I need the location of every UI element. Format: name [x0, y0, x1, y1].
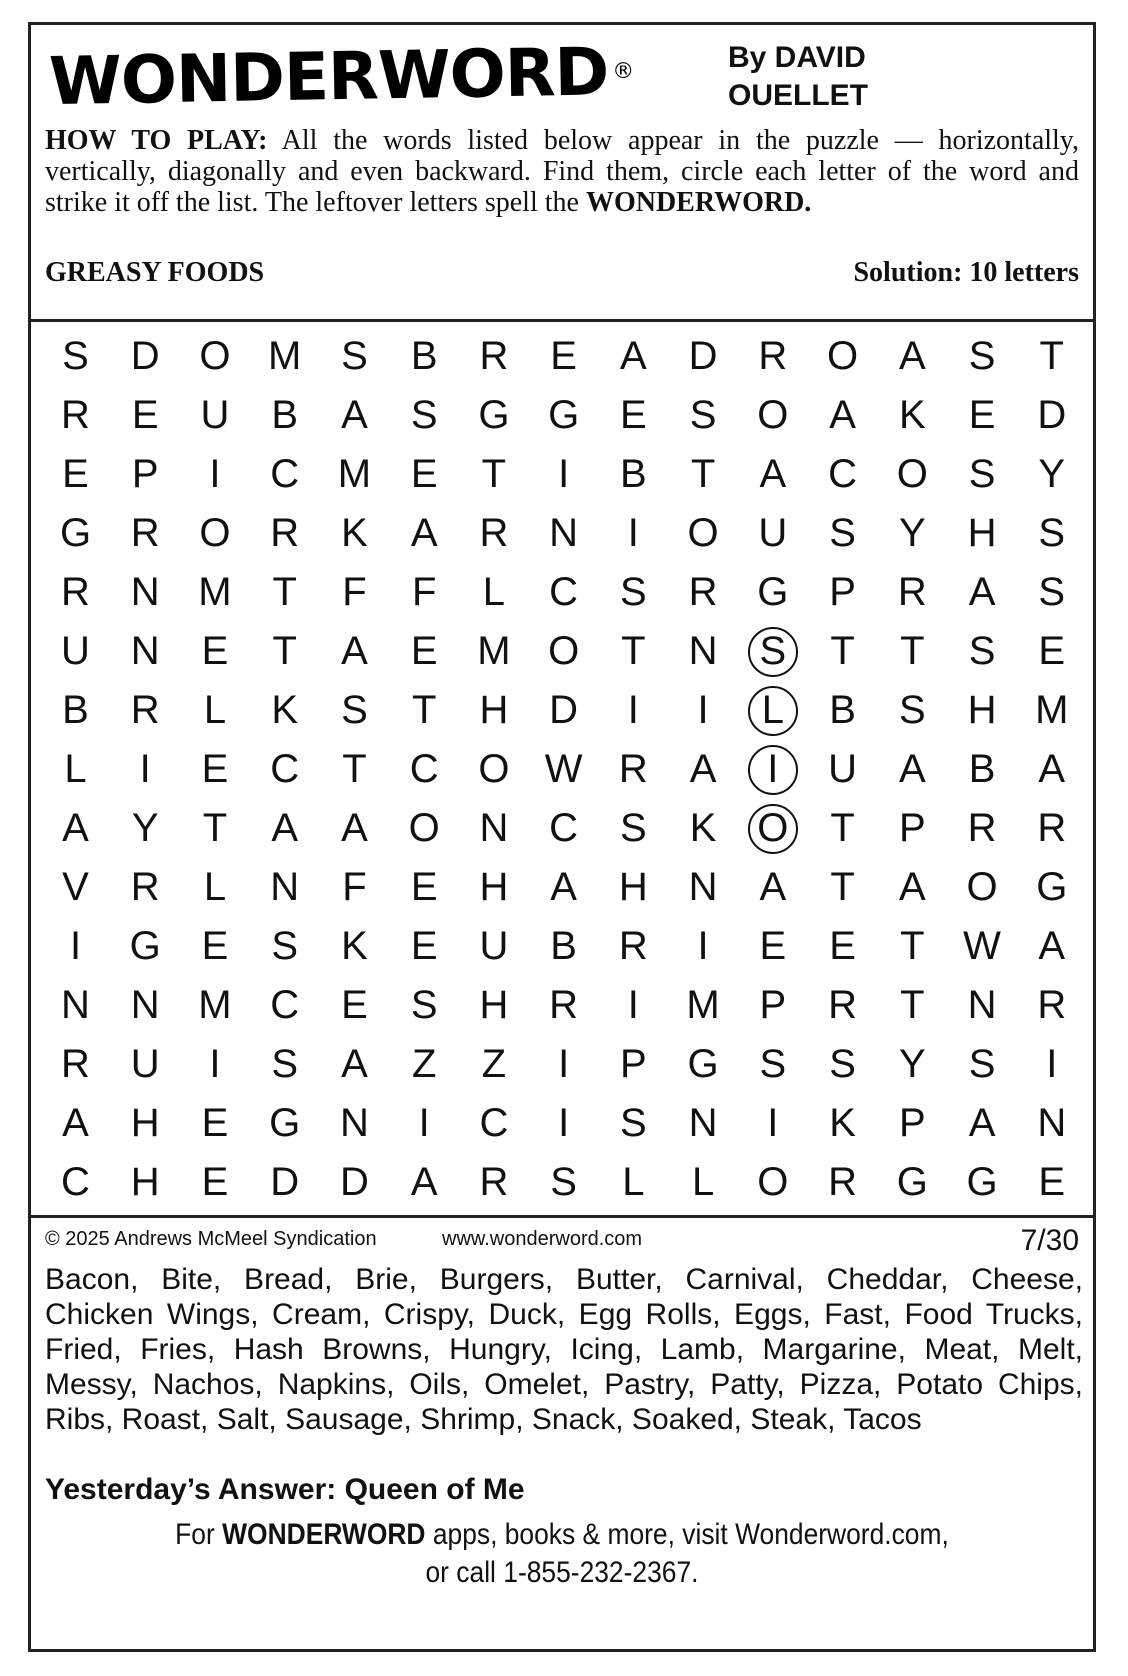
grid-letter[interactable]: H	[479, 865, 509, 909]
grid-letter[interactable]: G	[129, 924, 161, 968]
promo	[95, 1516, 1030, 1592]
grid-letter[interactable]: L	[203, 688, 227, 732]
grid-letter[interactable]: T	[830, 865, 855, 909]
grid-letter[interactable]: D	[549, 688, 579, 732]
grid-letter[interactable]: D	[130, 334, 160, 378]
grid-letter[interactable]: U	[200, 393, 230, 437]
grid-letter[interactable]: E	[410, 865, 438, 909]
grid-letter[interactable]: I	[738, 740, 807, 799]
grid-letter[interactable]: I	[697, 924, 709, 968]
grid-letter[interactable]: T	[1039, 334, 1064, 378]
grid-letter[interactable]: I	[767, 1101, 779, 1145]
grid-letter[interactable]: D	[339, 1160, 369, 1204]
grid-letter[interactable]: S	[620, 1101, 647, 1145]
grid-letter[interactable]: N	[270, 865, 300, 909]
puzzle-footer	[31, 1215, 1093, 1655]
copyright: © 2025 Andrews McMeel Syndication	[45, 1228, 377, 1250]
grid-letter[interactable]: R	[61, 570, 90, 614]
grid-letter[interactable]: G	[269, 1101, 301, 1145]
promo-brand: WONDERWORD	[222, 1518, 426, 1551]
grid-letter[interactable]: N	[967, 983, 997, 1027]
grid-letter[interactable]: N	[339, 1101, 369, 1145]
grid-letter[interactable]: C	[61, 1160, 90, 1204]
grid-letter[interactable]: I	[1046, 1042, 1058, 1086]
grid-letter[interactable]: I	[558, 1042, 570, 1086]
grid-letter[interactable]: O	[757, 393, 789, 437]
grid-letter[interactable]: N	[130, 983, 160, 1027]
grid-letter[interactable]: T	[202, 806, 228, 850]
grid-letter[interactable]: N	[479, 806, 509, 850]
grid-letter[interactable]: G	[966, 1160, 998, 1204]
grid-letter[interactable]: I	[139, 747, 151, 791]
grid-letter[interactable]: L	[738, 681, 807, 740]
grid-letter[interactable]: E	[759, 924, 787, 968]
grid-letter[interactable]: H	[618, 865, 648, 909]
grid-letter[interactable]: A	[829, 393, 856, 437]
grid-letter[interactable]: T	[900, 983, 925, 1027]
grid-letter[interactable]: B	[410, 334, 438, 378]
grid-letter[interactable]: K	[689, 806, 717, 850]
grid-letter[interactable]: M	[268, 334, 302, 378]
grid-letter[interactable]: P	[898, 806, 926, 850]
grid-letter[interactable]: U	[130, 1042, 160, 1086]
grid-letter[interactable]: H	[479, 688, 509, 732]
grid-letter[interactable]: E	[1038, 1160, 1066, 1204]
grid-letter[interactable]: T	[900, 629, 925, 673]
solution-length: Solution: 10 letters	[853, 257, 1079, 288]
grid-letter[interactable]: M	[337, 452, 372, 496]
grid-letter[interactable]: S	[759, 1042, 787, 1086]
grid-letter[interactable]: B	[620, 452, 647, 496]
grid-letter[interactable]: I	[558, 452, 570, 496]
grid-letter[interactable]: M	[198, 570, 232, 614]
grid-letter[interactable]: S	[968, 334, 996, 378]
byline-line-2: OUELLET	[728, 79, 868, 112]
grid-letter[interactable]: I	[69, 924, 82, 968]
grid-letter[interactable]: L	[691, 1160, 715, 1204]
grid-letter[interactable]: N	[130, 570, 160, 614]
grid-letter[interactable]: P	[131, 452, 159, 496]
grid-letter[interactable]: I	[209, 452, 221, 496]
grid-letter[interactable]: N	[1037, 1101, 1067, 1145]
grid-letter[interactable]: G	[687, 1042, 719, 1086]
grid-letter[interactable]: A	[271, 806, 299, 850]
grid-letter[interactable]: G	[757, 570, 789, 614]
grid-letter[interactable]: O	[408, 806, 440, 850]
grid-letter[interactable]: S	[620, 806, 647, 850]
grid-letter[interactable]: D	[1037, 393, 1067, 437]
grid-letter[interactable]: M	[198, 983, 232, 1027]
grid-letter[interactable]: R	[549, 983, 579, 1027]
grid-letter[interactable]: B	[829, 688, 856, 732]
byline	[728, 39, 1028, 115]
grid-letter[interactable]: T	[621, 629, 646, 673]
grid-letter[interactable]: S	[620, 570, 647, 614]
grid-letter[interactable]: K	[341, 511, 368, 555]
grid-letter[interactable]: K	[271, 688, 299, 732]
grid-letter[interactable]: T	[272, 629, 297, 673]
yesterdays-answer: Yesterday’s Answer: Queen of Me	[45, 1473, 525, 1506]
grid-letter[interactable]: H	[967, 511, 997, 555]
grid-letter[interactable]: W	[963, 924, 1001, 968]
grid-letter[interactable]: A	[62, 806, 89, 850]
grid-letter[interactable]: A	[410, 511, 438, 555]
grid-letter[interactable]: A	[341, 1042, 368, 1086]
grid-letter[interactable]: R	[828, 1160, 857, 1204]
grid-letter[interactable]: S	[689, 393, 717, 437]
grid-letter[interactable]: M	[1035, 688, 1069, 732]
grid-letter[interactable]: G	[59, 511, 92, 555]
grid-letter[interactable]: A	[898, 334, 926, 378]
grid-letter[interactable]: S	[1038, 511, 1066, 555]
grid-letter[interactable]: R	[61, 1042, 90, 1086]
grid-letter[interactable]: M	[477, 629, 511, 673]
byline-line-1: By DAVID	[728, 41, 866, 74]
grid-letter[interactable]: S	[738, 622, 807, 681]
puzzle-date: 7/30	[1020, 1224, 1079, 1257]
grid-letter[interactable]: H	[479, 983, 509, 1027]
puzzle-frame	[28, 22, 1096, 1652]
grid-letter[interactable]: O	[757, 1160, 789, 1204]
grid-letter[interactable]: T	[830, 806, 855, 850]
grid-letter[interactable]: K	[898, 393, 926, 437]
grid-letter[interactable]: Y	[1038, 452, 1066, 496]
grid-letter[interactable]: D	[270, 1160, 300, 1204]
grid-letter[interactable]: N	[130, 629, 160, 673]
grid-letter[interactable]: S	[271, 1042, 299, 1086]
letter-grid[interactable]	[41, 327, 1087, 1212]
grid-letter[interactable]: H	[130, 1101, 160, 1145]
grid-letter[interactable]: W	[544, 747, 583, 791]
grid-letter[interactable]: A	[689, 747, 717, 791]
grid-letter[interactable]: R	[758, 334, 788, 378]
grid-letter[interactable]: R	[130, 688, 160, 732]
grid-letter[interactable]: A	[341, 629, 368, 673]
grid-letter[interactable]: G	[896, 1160, 928, 1204]
grid-letter[interactable]: S	[968, 629, 996, 673]
wonderword-logo	[48, 26, 634, 128]
grid-letter[interactable]: R	[270, 511, 300, 555]
grid-letter[interactable]: U	[479, 924, 509, 968]
grid-letter[interactable]: T	[900, 924, 925, 968]
how-to-play-label: HOW TO PLAY:	[45, 125, 268, 156]
grid-letter[interactable]: R	[618, 747, 648, 791]
grid-letter[interactable]: Y	[898, 1042, 926, 1086]
grid-letter[interactable]: R	[479, 511, 509, 555]
grid-letter[interactable]: Z	[411, 1042, 437, 1086]
grid-letter[interactable]: E	[201, 629, 229, 673]
grid-letter[interactable]: T	[411, 688, 437, 732]
grid-letter[interactable]: F	[342, 570, 367, 614]
grid-letter[interactable]: P	[829, 570, 856, 614]
grid-letter[interactable]: O	[478, 747, 510, 791]
grid-letter[interactable]: T	[272, 570, 297, 614]
grid-letter[interactable]: A	[341, 393, 368, 437]
grid-letter[interactable]: N	[688, 865, 718, 909]
grid-letter[interactable]: C	[409, 747, 439, 791]
grid-letter[interactable]: A	[341, 806, 368, 850]
grid-letter[interactable]: R	[618, 924, 648, 968]
promo-post: apps, books & more, visit Wonderword.com,	[425, 1518, 949, 1551]
registered-mark: ®	[612, 58, 634, 85]
grid-letter[interactable]: E	[410, 629, 438, 673]
grid-letter[interactable]: N	[688, 1101, 718, 1145]
grid-letter[interactable]: B	[62, 688, 89, 732]
grid-letter[interactable]: H	[967, 688, 997, 732]
word-list: Bacon, Bite, Bread, Brie, Burgers, Butter, Carnival, Cheddar, Cheese, Chicken Wings, Cream, Crispy, Duck, Egg Rolls, Eggs, Fast, Food Trucks, Fried, Fries, Hash Browns, Hungry, Icing, Lamb, Margarine, Meat, Melt, Messy, Nachos, Napkins, Oils, Omelet, Pastry, Patty, Pizza, Potato Chips, Ribs, Roast, Salt, Sausage, Shrimp, Snack, Soaked, Steak, Tacos	[45, 1263, 1083, 1436]
grid-letter[interactable]: O	[966, 865, 998, 909]
grid-letter[interactable]: O	[827, 334, 859, 378]
logo-text: WONDERWORD	[48, 33, 609, 121]
grid-letter[interactable]: S	[410, 393, 438, 437]
grid-letter[interactable]: S	[1038, 570, 1066, 614]
grid-letter[interactable]: B	[271, 393, 299, 437]
grid-letter[interactable]: R	[967, 806, 997, 850]
grid-letter[interactable]: L	[482, 570, 506, 614]
grid-letter[interactable]: E	[1038, 629, 1066, 673]
grid-letter[interactable]: R	[130, 511, 160, 555]
grid-letter[interactable]: P	[759, 983, 787, 1027]
grid-letter[interactable]: M	[686, 983, 720, 1027]
grid-letter[interactable]: R	[897, 570, 927, 614]
grid-letter[interactable]: A	[968, 570, 996, 614]
grid-letter[interactable]: O	[738, 799, 807, 858]
grid-letter[interactable]: C	[549, 806, 579, 850]
grid-letter[interactable]: I	[697, 688, 709, 732]
grid-letter[interactable]: D	[688, 334, 718, 378]
grid-letter[interactable]: P	[620, 1042, 647, 1086]
grid-letter[interactable]: A	[968, 1101, 996, 1145]
grid-letter[interactable]: I	[627, 511, 639, 555]
how-to-play-text: All the words listed below appear in the puzzle — horizontally, vertically, diagonally and even backward. Find them, circle each letter of the word and strike it off the list. The leftover letters spell the	[45, 125, 1079, 218]
grid-letter[interactable]: F	[342, 865, 367, 909]
grid-letter[interactable]: E	[201, 1101, 229, 1145]
grid-letter[interactable]: B	[968, 747, 996, 791]
grid-letter[interactable]: L	[203, 865, 227, 909]
grid-letter[interactable]: C	[828, 452, 857, 496]
puzzle-header	[31, 25, 1093, 322]
grid-letter[interactable]: R	[130, 865, 160, 909]
grid-letter[interactable]: Z	[481, 1042, 507, 1086]
grid-letter[interactable]: R	[479, 334, 509, 378]
grid-letter[interactable]: E	[620, 393, 647, 437]
grid-letter[interactable]: I	[418, 1101, 430, 1145]
how-to-play	[45, 125, 1079, 218]
promo-line-2: or call 1-855-232-2367.	[425, 1556, 699, 1589]
grid-letter[interactable]: E	[62, 452, 89, 496]
grid-letter[interactable]: C	[270, 747, 300, 791]
how-to-play-end: WONDERWORD.	[585, 187, 812, 218]
grid-letter[interactable]: T	[830, 629, 855, 673]
grid-letter[interactable]: G	[548, 393, 580, 437]
grid-letter[interactable]: U	[758, 511, 788, 555]
grid-letter[interactable]: I	[627, 983, 639, 1027]
grid-letter[interactable]: K	[829, 1101, 856, 1145]
promo-line-1	[95, 1516, 1030, 1554]
grid-letter[interactable]: T	[342, 747, 367, 791]
grid-letter[interactable]: C	[270, 452, 300, 496]
grid-letter[interactable]: O	[687, 511, 719, 555]
grid-letter[interactable]: U	[61, 629, 90, 673]
grid-letter[interactable]: A	[1038, 747, 1066, 791]
grid-letter[interactable]: V	[62, 865, 89, 909]
grid-letter[interactable]: E	[968, 393, 996, 437]
grid-letter[interactable]: A	[759, 865, 787, 909]
grid-letter[interactable]: Y	[131, 806, 159, 850]
grid-letter[interactable]: E	[410, 452, 438, 496]
grid-letter[interactable]: B	[550, 924, 577, 968]
grid-letter[interactable]: O	[548, 629, 580, 673]
grid-letter[interactable]: A	[410, 1160, 438, 1204]
grid-letter[interactable]: S	[550, 1160, 577, 1204]
grid-letter[interactable]: S	[968, 452, 996, 496]
grid-letter[interactable]: R	[1037, 983, 1067, 1027]
grid-letter[interactable]: R	[828, 983, 857, 1027]
grid-letter[interactable]: N	[688, 629, 718, 673]
grid-letter[interactable]: S	[341, 334, 368, 378]
grid-letter[interactable]: C	[549, 570, 579, 614]
grid-letter[interactable]: N	[61, 983, 90, 1027]
grid-letter[interactable]: N	[549, 511, 579, 555]
grid-letter[interactable]: O	[199, 334, 231, 378]
grid-letter[interactable]: O	[199, 511, 231, 555]
grid-letter[interactable]: E	[829, 924, 856, 968]
grid-letter[interactable]: S	[898, 688, 926, 732]
grid-letter[interactable]: L	[622, 1160, 645, 1204]
grid-letter[interactable]: G	[1036, 865, 1068, 909]
grid-letter[interactable]: S	[341, 688, 368, 732]
grid-letter[interactable]: E	[410, 924, 438, 968]
grid-letter[interactable]: C	[270, 983, 300, 1027]
grid-letter[interactable]: O	[896, 452, 928, 496]
grid-letter[interactable]: G	[478, 393, 510, 437]
puzzle-category: GREASY FOODS	[45, 257, 265, 288]
grid-letter[interactable]: E	[201, 1160, 229, 1204]
grid-letter[interactable]: R	[61, 393, 90, 437]
promo-pre: For	[175, 1518, 223, 1551]
grid-letter[interactable]: U	[828, 747, 857, 791]
grid-letter[interactable]: P	[898, 1101, 926, 1145]
grid-letter[interactable]: Y	[898, 511, 926, 555]
grid-letter[interactable]: S	[829, 1042, 856, 1086]
grid-letter[interactable]: R	[688, 570, 718, 614]
grid-letter[interactable]: K	[341, 924, 368, 968]
grid-letter[interactable]: E	[550, 334, 577, 378]
grid-letter[interactable]: A	[62, 1101, 89, 1145]
grid-letter[interactable]: A	[898, 747, 926, 791]
grid-letter[interactable]: A	[759, 452, 787, 496]
grid-letter[interactable]: S	[968, 1042, 996, 1086]
grid-letter[interactable]: H	[130, 1160, 160, 1204]
grid-letter[interactable]: A	[550, 865, 577, 909]
grid-letter[interactable]: A	[620, 334, 647, 378]
website: www.wonderword.com	[442, 1228, 643, 1250]
grid-letter[interactable]: F	[411, 570, 437, 614]
grid-letter[interactable]: E	[201, 924, 229, 968]
grid-letter[interactable]: A	[1038, 924, 1066, 968]
grid-letter[interactable]: I	[209, 1042, 221, 1086]
grid-letter[interactable]: T	[690, 452, 716, 496]
grid-letter[interactable]: R	[1037, 806, 1067, 850]
grid-letter[interactable]: S	[829, 511, 856, 555]
grid-letter[interactable]: T	[481, 452, 507, 496]
grid-letter[interactable]: E	[131, 393, 159, 437]
grid-letter[interactable]: E	[341, 983, 368, 1027]
grid-letter[interactable]: S	[271, 924, 299, 968]
grid-letter[interactable]: R	[479, 1160, 509, 1204]
grid-letter[interactable]: I	[558, 1101, 570, 1145]
grid-letter[interactable]: S	[62, 334, 89, 378]
grid-letter[interactable]: C	[479, 1101, 509, 1145]
grid-letter[interactable]: L	[64, 747, 87, 791]
grid-letter[interactable]: A	[898, 865, 926, 909]
grid-letter[interactable]: E	[201, 747, 229, 791]
grid-letter[interactable]: S	[410, 983, 438, 1027]
grid-letter[interactable]: I	[627, 688, 639, 732]
